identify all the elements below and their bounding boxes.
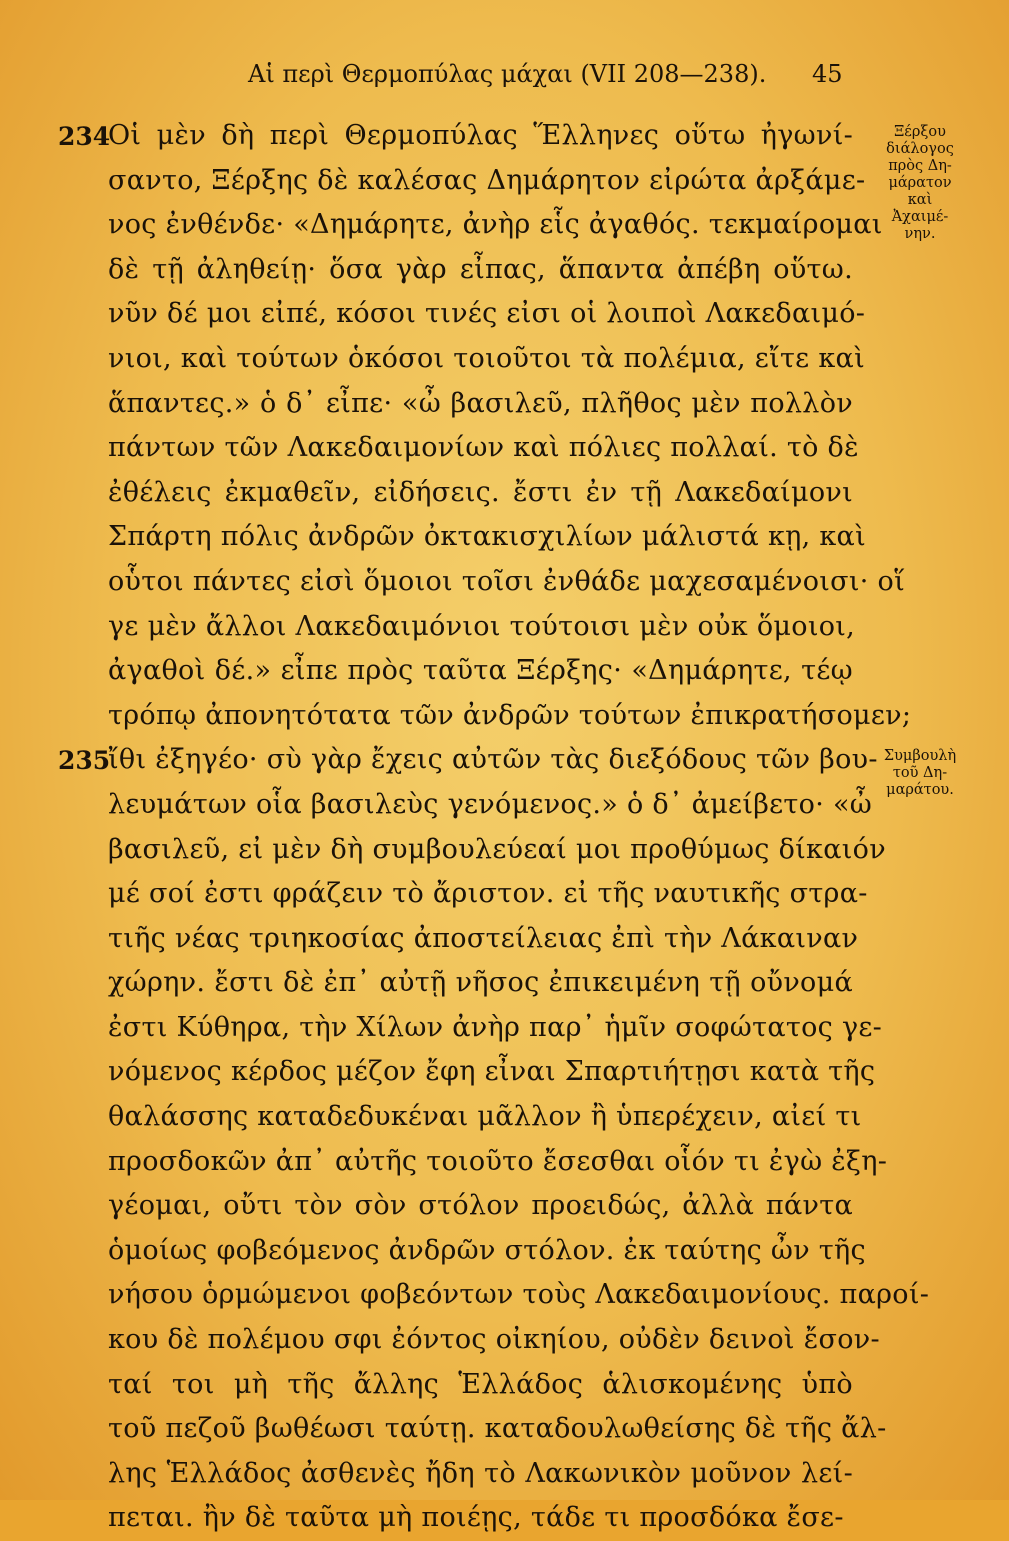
text-line: πάντων τῶν Λακεδαιμονίων καὶ πόλιες πολλαί. τὸ δὲ — [108, 432, 859, 464]
text-line: νος ἐνθένδε· «Δημάρητε, ἀνὴρ εἷς ἀγαθός. τεκμαίρομαι — [108, 209, 883, 241]
text-line: οὗτοι πάντες εἰσὶ ὅμοιοι τοῖσι ἐνθάδε μαχεσαμένοισι· οἵ — [108, 565, 905, 597]
text-line: σαντο, Ξέρξης δὲ καλέσας Δημάρητον εἰρώτα ἀρξάμε- — [108, 164, 866, 196]
text-line: λευμάτων οἷα βασιλεὺς γενόμενος.» ὁ δ᾽ ἀμείβετο· «ὦ — [108, 788, 873, 820]
margin-note-line: Ἀχαιμέ- — [891, 209, 949, 225]
chapter-number: 234 — [58, 122, 111, 151]
text-line: τιῆς νέας τριηκοσίας ἀποστείλειας ἐπὶ τὴν Λάκαιναν — [108, 922, 859, 954]
margin-note-line: Συμβουλὴ — [883, 748, 957, 765]
text-line: ἐστι Κύθηρα, τὴν Χίλων ἀνὴρ παρ᾽ ἡμῖν σοφώτατος γε- — [108, 1011, 883, 1043]
margin-note-line: μαράτου. — [886, 782, 954, 799]
text-line: νιοι, καὶ τούτων ὁκόσοι τοιοῦτοι τὰ πολέμια, εἴτε καὶ — [108, 342, 865, 374]
text-line: νόμενος κέρδος μέζον ἔφη εἶναι Σπαρτιήτῃσι κατὰ τῆς — [108, 1056, 876, 1088]
text-line: λης Ἑλλάδος ἀσθενὲς ἤδη τὸ Λακωνικὸν μοῦνον λεί- — [108, 1457, 853, 1489]
text-line: πεται. ἢν δὲ ταῦτα μὴ ποιέῃς, τάδε τι προσδόκα ἔσε- — [108, 1502, 844, 1534]
margin-note — [850, 748, 990, 799]
text-line: χώρην. ἔστι δὲ ἐπ᾽ αὐτῇ νῆσος ἐπικειμένη τῇ οὔνομά — [108, 967, 853, 999]
margin-note-line: τοῦ Δη- — [892, 765, 948, 782]
text-line: δὲ τῇ ἀληθείῃ· ὅσα γὰρ εἶπας, ἅπαντα ἀπέβη οὕτω. — [108, 253, 853, 285]
text-line: ταί τοι μὴ τῆς ἄλλης Ἑλλάδος ἁλισκομένης ὑπὸ — [108, 1368, 853, 1400]
text-line: νῦν δέ μοι εἰπέ, κόσοι τινές εἰσι οἱ λοιποὶ Λακεδαιμό- — [108, 298, 866, 330]
text-line: Σπάρτη πόλις ἀνδρῶν ὀκτακισχιλίων μάλιστά κῃ, καὶ — [108, 521, 866, 553]
text-line: κου δὲ πολέμου σφι ἐόντος οἰκηίου, οὐδὲν δεινοὶ ἔσον- — [108, 1324, 880, 1356]
text-line: νήσου ὁρμώμενοι φοβεόντων τοὺς Λακεδαιμονίους. παροί- — [108, 1279, 930, 1311]
margin-note-line: διάλογος — [886, 141, 954, 157]
text-line: τοῦ πεζοῦ βωθέωσι ταύτῃ. καταδουλωθείσης δὲ τῆς ἄλ- — [108, 1413, 887, 1445]
margin-note-line: Ξέρξου — [894, 124, 946, 140]
page-number: 45 — [812, 60, 843, 88]
margin-note-line: μάρατον — [888, 175, 952, 191]
text-line: Οἱ μὲν δὴ περὶ Θερμοπύλας Ἕλληνες οὕτω ἠγωνί- — [108, 120, 853, 151]
chapter-number: 235 — [58, 746, 111, 776]
text-line: γέομαι, οὔτι τὸν σὸν στόλον προειδώς, ἀλλὰ πάντα — [108, 1190, 853, 1222]
text-line: γε μὲν ἄλλοι Λακεδαιμόνιοι τούτοισι μὲν οὐκ ὅμοιοι, — [108, 610, 856, 642]
text-line: μέ σοί ἐστι φράζειν τὸ ἄριστον. εἰ τῆς ναυτικῆς στρα- — [108, 878, 868, 910]
text-line: ὁμοίως φοβεόμενος ἀνδρῶν στόλον. ἐκ ταύτης ὦν τῆς — [108, 1234, 866, 1266]
margin-note — [850, 124, 990, 243]
running-title: Αἱ περὶ Θερμοπύλας μάχαι (VII 208—238). — [248, 60, 767, 88]
margin-note-line: νην. — [904, 226, 936, 242]
margin-note-line: καὶ — [907, 192, 933, 208]
running-head — [0, 56, 1009, 96]
text-line: ἀγαθοὶ δέ.» εἶπε πρὸς ταῦτα Ξέρξης· «Δημάρητε, τέῳ — [108, 655, 853, 687]
text-line: τρόπῳ ἀπονητότατα τῶν ἀνδρῶν τούτων ἐπικρατήσομεν; — [108, 699, 912, 731]
text-line: ἐθέλεις ἐκμαθεῖν, εἰδήσεις. ἔστι ἐν τῇ Λακεδαίμονι — [108, 476, 853, 508]
text-line: θαλάσσης καταδεδυκέναι μᾶλλον ἢ ὑπερέχειν, αἰεί τι — [108, 1101, 862, 1133]
text-line: προσδοκῶν ἀπ᾽ αὐτῆς τοιοῦτο ἔσεσθαι οἷόν τι ἐγὼ ἐξη- — [108, 1145, 888, 1177]
text-line: βασιλεῦ, εἰ μὲν δὴ συμβουλεύεαί μοι προθύμως δίκαιόν — [108, 833, 886, 865]
text-line: ἴθι ἐξηγέο· σὺ γὰρ ἔχεις αὐτῶν τὰς διεξόδους τῶν βου- — [108, 744, 878, 776]
margin-note-line: πρὸς Δη- — [888, 158, 952, 174]
text-line: ἅπαντες.» ὁ δ᾽ εἶπε· «ὦ βασιλεῦ, πλῆθος μὲν πολλὸν — [108, 387, 853, 419]
